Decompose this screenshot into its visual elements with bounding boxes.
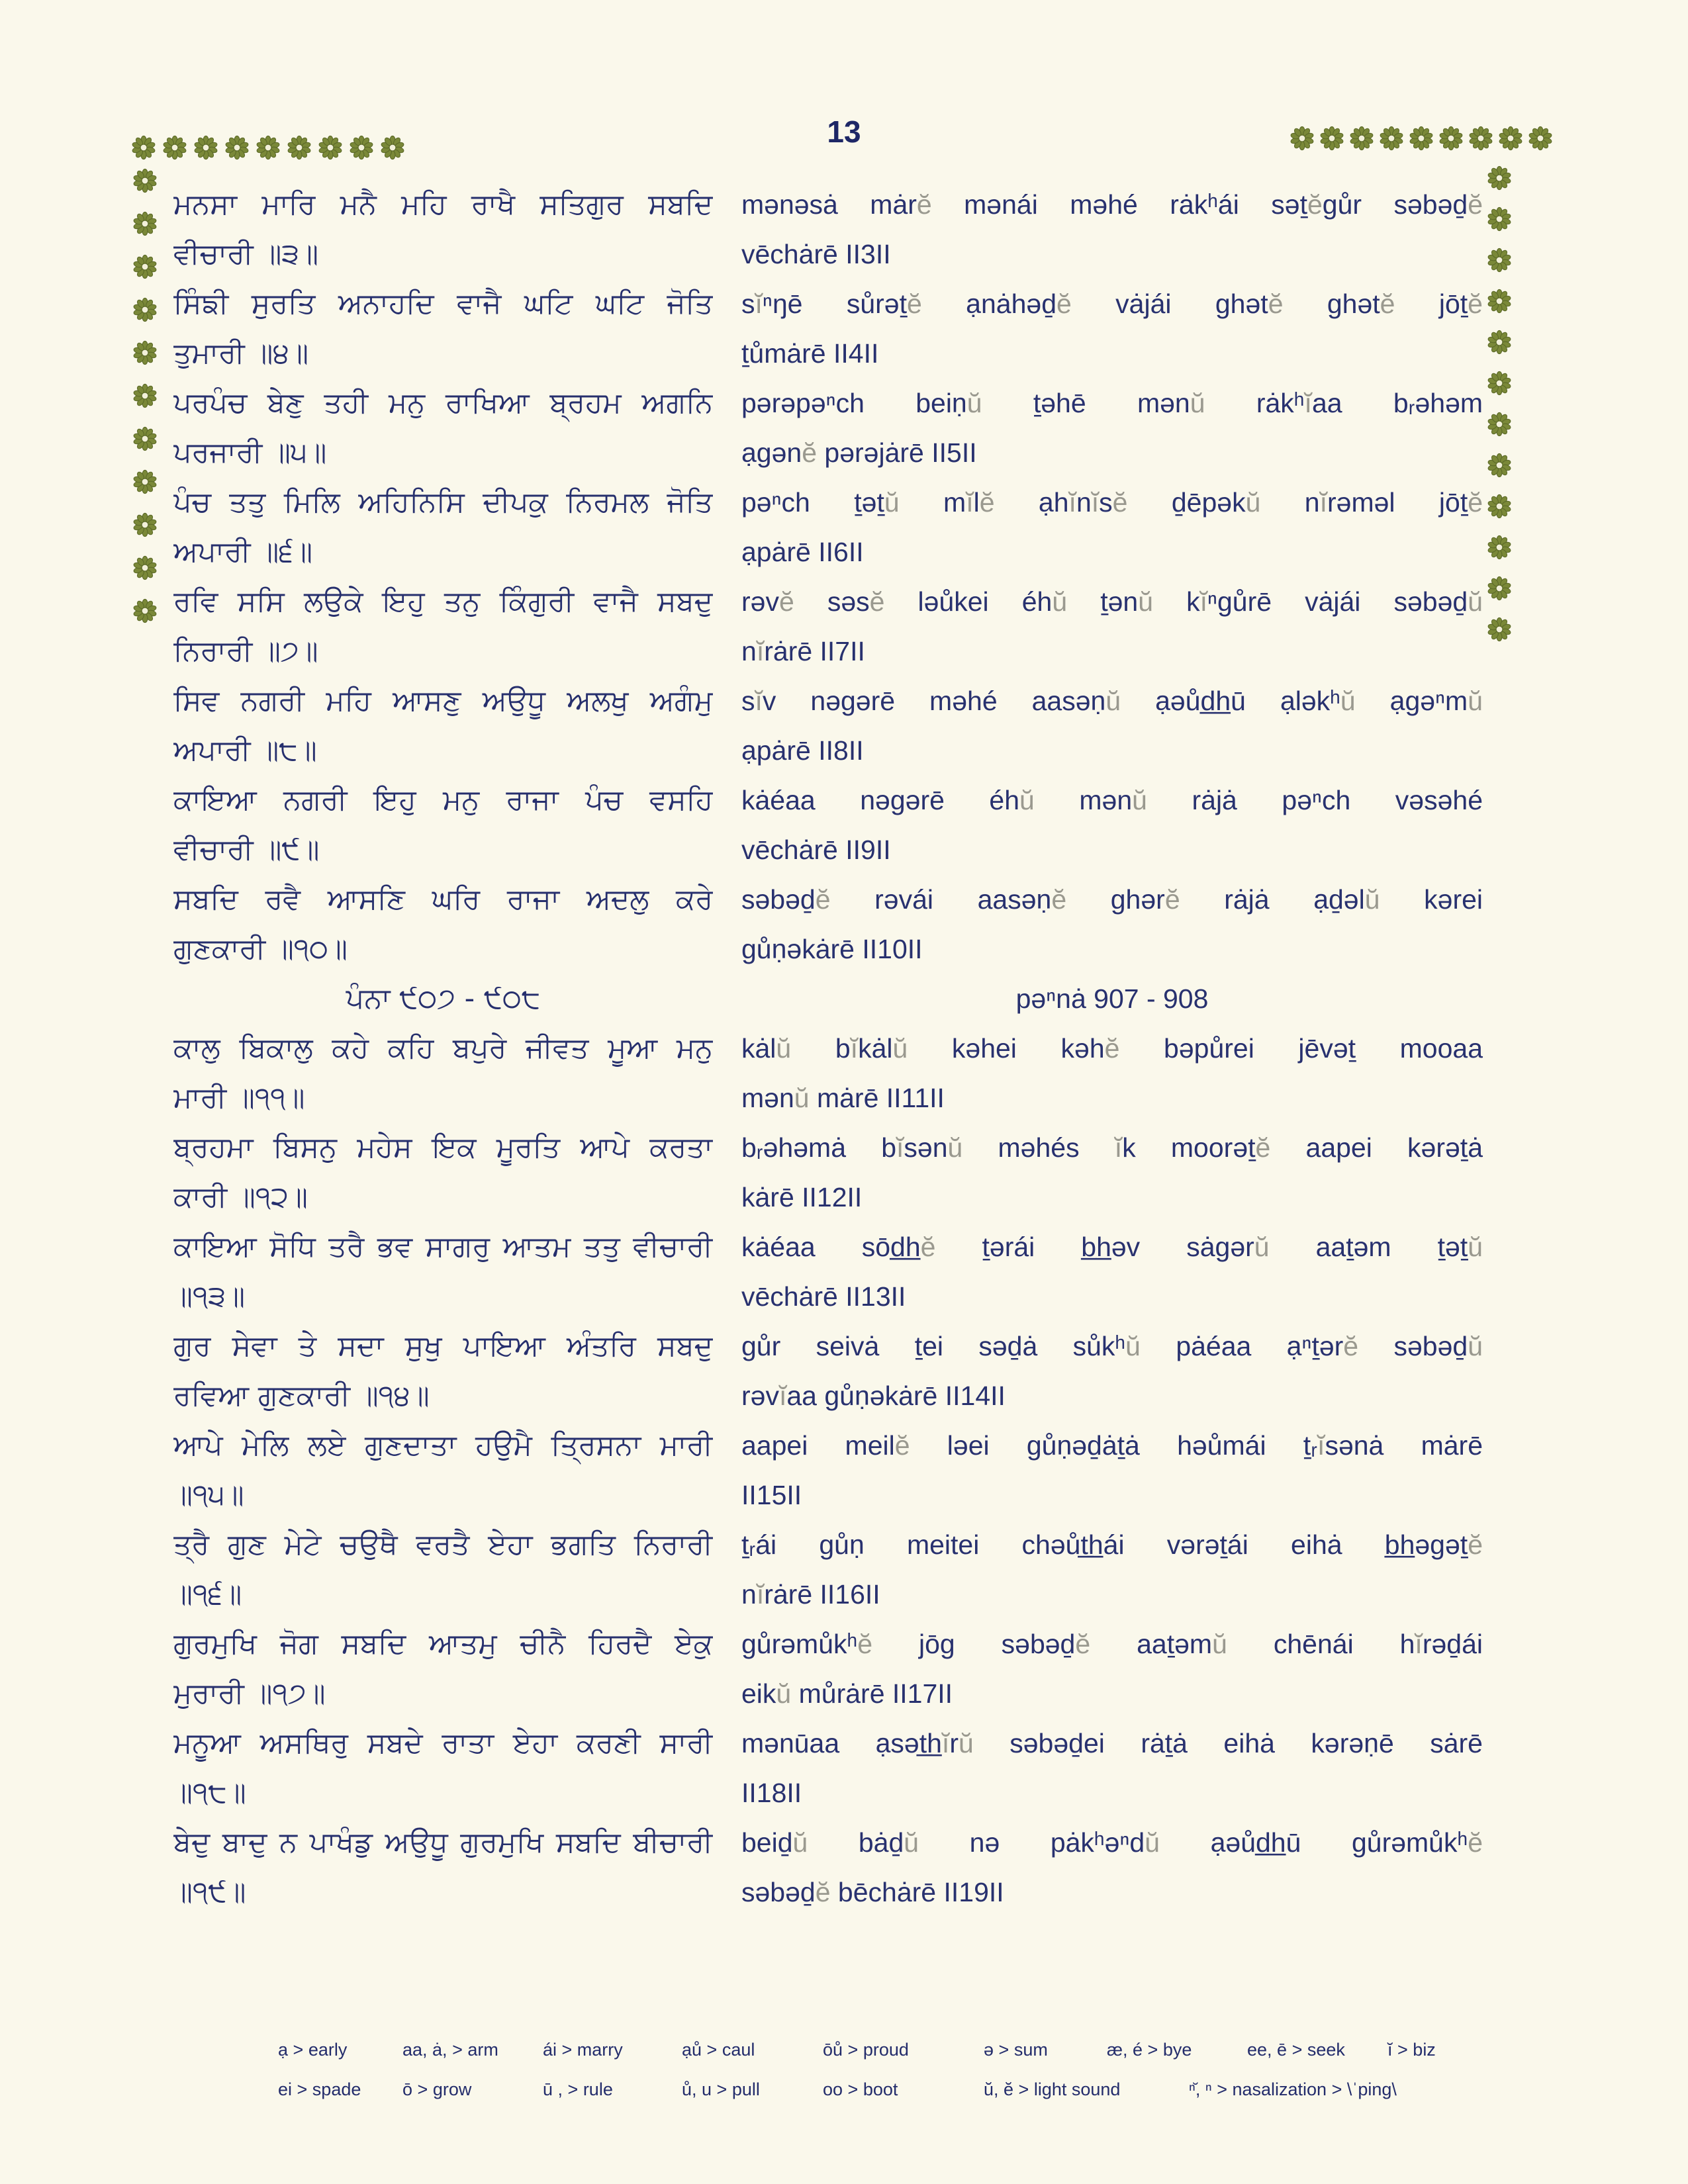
guide-symbol: ạ bbox=[278, 2040, 289, 2060]
guide-symbol: ⁿ̆, ⁿ bbox=[1189, 2079, 1212, 2099]
light-vowel: ĕ bbox=[1268, 289, 1284, 319]
verse-row bbox=[173, 627, 1483, 676]
flower-icon bbox=[132, 469, 158, 494]
light-vowel: ŭ bbox=[776, 1678, 792, 1709]
transliteration-line: mənəsȧ mȧrĕ mənái məhé rȧkʰái səṯĕgůr səbəḏĕ bbox=[741, 189, 1483, 220]
flower-icon bbox=[132, 512, 158, 537]
light-vowel: ĕ bbox=[1380, 289, 1395, 319]
transliteration-line: pərəpəⁿch beiṇŭ ṯəhē mənŭ rȧkʰĭaa bᵣəhəm bbox=[741, 388, 1483, 418]
gurmukhi-line: ਤ੍ਰੈ ਗੁਣ ਮੇਟੇ ਚਉਥੈ ਵਰਤੈ ਏਹਾ ਭਗਤਿ ਨਿਰਾਰੀ bbox=[173, 1528, 713, 1561]
light-vowel: ĭ bbox=[966, 487, 974, 518]
light-vowel: ŭ bbox=[794, 1083, 810, 1113]
flower-icon bbox=[1487, 453, 1512, 478]
light-vowel: ĕ bbox=[894, 1430, 910, 1461]
gurmukhi-line: ॥੧੩॥ bbox=[173, 1280, 246, 1313]
guide-word: marry bbox=[577, 2040, 623, 2060]
gurmukhi-line: ਸਿੰਙੀ ਸੁਰਤਿ ਅਨਾਹਦਿ ਵਾਜੈ ਘਟਿ ਘਟਿ ਜੋਤਿ bbox=[173, 287, 713, 320]
light-vowel: ŭ bbox=[1125, 1331, 1141, 1361]
flower-icon bbox=[132, 297, 158, 322]
ornament-top-right-row bbox=[1289, 126, 1553, 151]
flower-icon bbox=[132, 168, 158, 193]
gurmukhi-line: ਪੰਚ ਤਤੁ ਮਿਲਿ ਅਹਿਨਿਸਿ ਦੀਪਕੁ ਨਿਰਮਲ ਜੋਤਿ bbox=[173, 486, 713, 519]
light-vowel: ĭ bbox=[1319, 487, 1327, 518]
gurmukhi-line: ਆਪੇ ਮੇਲਿ ਲਏ ਗੁਣਦਾਤਾ ਹਉਮੈ ਤ੍ਰਿਸਨਾ ਮਾਰੀ bbox=[173, 1429, 713, 1462]
gurmukhi-line: ਕਾਰੀ ॥੧੨॥ bbox=[173, 1181, 308, 1214]
gurmukhi-line: ਪਰਜਾਰੀ ॥੫॥ bbox=[173, 436, 327, 469]
guide-item: ĭ > biz bbox=[1387, 2040, 1436, 2060]
light-vowel: ŭ bbox=[947, 1132, 963, 1163]
transliteration-line: səbəḏĕ rəvái aasəṇĕ ghərĕ rȧjȧ ạḏəlŭ kərei bbox=[741, 884, 1483, 915]
light-vowel: ĕ bbox=[1164, 884, 1180, 915]
guide-word: caul bbox=[722, 2040, 755, 2060]
flower-icon bbox=[193, 135, 218, 160]
gurmukhi-line: ਗੁਰਮੁਖਿ ਜੋਗ ਸਬਦਿ ਆਤਮੁ ਚੀਨੈ ਹਿਰਦੈ ਏਕੁ bbox=[173, 1627, 713, 1661]
guide-item: ái > marry bbox=[543, 2040, 623, 2060]
light-vowel: ĕ bbox=[857, 1629, 873, 1659]
flower-icon bbox=[1289, 126, 1315, 151]
guide-word: early bbox=[308, 2040, 348, 2060]
transliteration-line: kȧlŭ bĭkȧlŭ kəhei kəhĕ bəpůrei jēvəṯ mooaa bbox=[741, 1033, 1483, 1064]
gurmukhi-line: ਨਿਰਾਰੀ ॥੭॥ bbox=[173, 635, 318, 668]
light-vowel: ŭ bbox=[904, 1827, 919, 1858]
light-vowel: ĕ bbox=[815, 884, 831, 915]
light-vowel: ĭ bbox=[1304, 388, 1312, 418]
flower-icon bbox=[1487, 330, 1512, 355]
ornament-left-column bbox=[132, 168, 158, 623]
light-vowel: ŭ bbox=[884, 487, 900, 518]
guide-word: proud bbox=[863, 2040, 909, 2060]
light-vowel: ĕ bbox=[1112, 487, 1128, 518]
verse-row bbox=[173, 825, 1483, 875]
light-vowel: ĭ bbox=[778, 1381, 787, 1411]
guide-item: ei > spade bbox=[278, 2079, 361, 2099]
flower-icon bbox=[1498, 126, 1523, 151]
verse-row bbox=[173, 1173, 1483, 1222]
light-vowel: ĕ bbox=[1343, 1331, 1359, 1361]
light-vowel: ĕ bbox=[1051, 884, 1067, 915]
transliteration-line: mənŭ mȧrē II11II bbox=[741, 1083, 945, 1113]
flower-icon bbox=[131, 135, 156, 160]
transliteration-line: rəvĭaa gůṇəkȧrē II14II bbox=[741, 1381, 1006, 1411]
light-vowel: ĕ bbox=[907, 289, 922, 319]
transliteration-line: ạgənĕ pərəjȧrē II5II bbox=[741, 437, 977, 468]
gurmukhi-line: ਅਪਾਰੀ ॥੮॥ bbox=[173, 734, 317, 767]
guide-word: boot bbox=[863, 2079, 898, 2099]
flower-icon bbox=[287, 135, 312, 160]
verse-row bbox=[173, 1222, 1483, 1272]
verse-row bbox=[173, 577, 1483, 627]
transliteration-line: nĭrȧrē II16II bbox=[741, 1579, 880, 1610]
light-vowel: ĕ bbox=[1468, 487, 1483, 518]
light-vowel: ŭ bbox=[966, 388, 982, 418]
guide-item: ə > sum bbox=[984, 2040, 1048, 2060]
verse-row bbox=[173, 1719, 1483, 1768]
verse-row bbox=[173, 776, 1483, 825]
flower-icon bbox=[162, 135, 187, 160]
light-vowel: ŭ bbox=[1254, 1232, 1270, 1262]
verse-row bbox=[173, 180, 1483, 230]
light-vowel: ŭ bbox=[958, 1728, 974, 1758]
transliteration-line: ạpȧrē II6II bbox=[741, 537, 864, 567]
light-vowel: ĕ bbox=[1468, 189, 1483, 220]
verse-row bbox=[173, 379, 1483, 428]
guide-item: aa, ȧ, > arm bbox=[402, 2040, 498, 2060]
transliteration-line: vēchȧrē II3II bbox=[741, 239, 891, 269]
transliteration-line: bᵣəhəmȧ bĭsənŭ məhés ĭk moorəṯĕ aapei kərəṯȧ bbox=[741, 1132, 1483, 1163]
verse-rows bbox=[173, 180, 1483, 1917]
light-vowel: ŭ bbox=[1468, 686, 1483, 716]
gurmukhi-line: ਗੁਣਕਾਰੀ ॥੧੦॥ bbox=[173, 933, 348, 966]
guide-word: arm bbox=[467, 2040, 498, 2060]
flower-icon bbox=[1487, 206, 1512, 232]
gurmukhi-line: ਬ੍ਰਹਮਾ ਬਿਸਨੁ ਮਹੇਸ ਇਕ ਮੂਰਤਿ ਆਪੇ ਕਰਤਾ bbox=[173, 1131, 713, 1164]
verse-row bbox=[173, 230, 1483, 279]
guide-symbol: ái bbox=[543, 2040, 557, 2060]
guide-symbol: aa, ȧ, bbox=[402, 2040, 447, 2060]
flower-icon bbox=[132, 254, 158, 279]
light-vowel: ĭ bbox=[896, 1132, 904, 1163]
guide-symbol: ŭ, ĕ bbox=[984, 2079, 1014, 2099]
flower-icon bbox=[1487, 289, 1512, 314]
flower-icon bbox=[1487, 412, 1512, 437]
flower-icon bbox=[1487, 165, 1512, 191]
flower-icon bbox=[1487, 535, 1512, 560]
flower-icon bbox=[132, 555, 158, 580]
guide-item: ŭ, ĕ > light sound bbox=[984, 2079, 1121, 2099]
guide-word: pull bbox=[731, 2079, 760, 2099]
light-vowel: ŭ bbox=[1468, 586, 1483, 617]
verse-row bbox=[173, 676, 1483, 726]
gurmukhi-line: ਕਾਇਆ ਸੋਧਿ ਤਰੈ ਭਵ ਸਾਗਰੁ ਆਤਮ ਤਤੁ ਵੀਚਾਰੀ bbox=[173, 1230, 713, 1263]
gurmukhi-line: ਗੁਰ ਸੇਵਾ ਤੇ ਸਦਾ ਸੁਖੁ ਪਾਇਆ ਅੰਤਰਿ ਸਬਦੁ bbox=[173, 1330, 713, 1363]
light-vowel: ĭ bbox=[755, 289, 763, 319]
flower-icon bbox=[1409, 126, 1434, 151]
gurmukhi-line: ॥੧੫॥ bbox=[173, 1479, 244, 1512]
light-vowel: ĕ bbox=[1056, 289, 1072, 319]
light-vowel: ĕ bbox=[1104, 1033, 1120, 1064]
gurmukhi-line: ਤੁਮਾਰੀ ॥੪॥ bbox=[173, 337, 309, 370]
verse-row bbox=[173, 1570, 1483, 1619]
guide-item: ōů > proud bbox=[823, 2040, 909, 2060]
guide-item: ạů > caul bbox=[682, 2040, 755, 2060]
verse-row bbox=[173, 527, 1483, 577]
transliteration-line: gůrəmůkʰĕ jōg səbəḏĕ aaṯəmŭ chēnái hĭrəḏái bbox=[741, 1629, 1483, 1659]
light-vowel: ŭ bbox=[892, 1033, 908, 1064]
transliteration-line: sĭⁿŋē sůrəṯĕ ạnȧhəḏĕ vȧjái ghətĕ ghətĕ jōṯĕ bbox=[741, 289, 1483, 319]
gurmukhi-line: ਕਾਇਆ ਨਗਰੀ ਇਹੁ ਮਨੁ ਰਾਜਾ ਪੰਚ ਵਸਹਿ bbox=[173, 784, 713, 817]
verse-row bbox=[173, 925, 1483, 974]
light-vowel: ŭ bbox=[776, 1033, 792, 1064]
light-vowel: ĕ bbox=[916, 189, 932, 220]
verse-row bbox=[173, 1768, 1483, 1818]
guide-word: bye bbox=[1162, 2040, 1192, 2060]
light-vowel: ŭ bbox=[1212, 1629, 1227, 1659]
gurmukhi-line: ਮਨੂਆ ਅਸਥਿਰੁ ਸਬਦੇ ਰਾਤਾ ਏਹਾ ਕਰਣੀ ਸਾਰੀ bbox=[173, 1727, 713, 1760]
verse-row bbox=[173, 1669, 1483, 1719]
flower-icon bbox=[380, 135, 405, 160]
light-vowel: ĕ bbox=[979, 487, 995, 518]
light-vowel: ŭ bbox=[1364, 884, 1380, 915]
flower-icon bbox=[1349, 126, 1374, 151]
light-vowel: ŭ bbox=[1132, 785, 1147, 815]
gurmukhi-line: ॥੧੮॥ bbox=[173, 1776, 246, 1809]
guide-item: æ, é > bye bbox=[1107, 2040, 1192, 2060]
transliteration-line: pəⁿch ṯəṯŭ mĭlĕ ạhĭnĭsĕ ḏēpəkŭ nĭrəməl jōṯĕ bbox=[741, 487, 1483, 518]
ornament-right-column bbox=[1487, 165, 1512, 642]
verse-row bbox=[173, 428, 1483, 478]
transliteration-line: mənūaa ạsət̲h̲ĭrŭ səbəḏei rȧṯȧ eihȧ kərəṇē sȧrē bbox=[741, 1728, 1483, 1758]
light-vowel: ŭ bbox=[1468, 1232, 1483, 1262]
verse-row bbox=[173, 329, 1483, 379]
flower-icon bbox=[132, 426, 158, 451]
light-vowel: ĭ bbox=[1317, 1430, 1325, 1461]
transliteration-line: gůṇəkȧrē II10II bbox=[741, 934, 923, 964]
light-vowel: ĕ bbox=[778, 586, 794, 617]
guide-symbol: ĭ bbox=[1387, 2040, 1393, 2060]
light-vowel: ĕ bbox=[1255, 1132, 1271, 1163]
verse-row bbox=[173, 1868, 1483, 1917]
guide-symbol: ō bbox=[402, 2079, 413, 2099]
light-vowel: ĕ bbox=[815, 1877, 831, 1907]
transliteration-line: kȧrē II12II bbox=[741, 1182, 863, 1212]
light-vowel: ŭ bbox=[1138, 586, 1154, 617]
guide-word: rule bbox=[583, 2079, 613, 2099]
light-vowel: ĕ bbox=[1468, 289, 1483, 319]
gurmukhi-line: ਰਵਿਆ ਗੁਣਕਾਰੀ ॥੧੪॥ bbox=[173, 1379, 430, 1412]
guide-word: biz bbox=[1413, 2040, 1436, 2060]
light-vowel: ĕ bbox=[1468, 1827, 1483, 1858]
guide-item: ⁿ̆, ⁿ > nasalization > \ˈping\ bbox=[1189, 2079, 1397, 2099]
light-vowel: ĕ bbox=[1468, 1529, 1483, 1560]
gurmukhi-line: ਅਪਾਰੀ ॥੬॥ bbox=[173, 535, 313, 569]
light-vowel: ŭ bbox=[1190, 388, 1205, 418]
transliteration-line: II15II bbox=[741, 1480, 802, 1510]
flower-icon bbox=[224, 135, 250, 160]
flower-icon bbox=[318, 135, 343, 160]
verse-row bbox=[173, 726, 1483, 776]
guide-word: light sound bbox=[1033, 2079, 1121, 2099]
light-vowel: ŭ bbox=[1019, 785, 1035, 815]
transliteration-line: rəvĕ səsĕ ləůkei éhŭ ṯənŭ kĭⁿgůrē vȧjái səbəḏŭ bbox=[741, 586, 1483, 617]
guide-item: ů, u > pull bbox=[682, 2079, 760, 2099]
flower-icon bbox=[1468, 126, 1493, 151]
guide-symbol: ů, u bbox=[682, 2079, 712, 2099]
guide-item: ee, ē > seek bbox=[1247, 2040, 1345, 2060]
guide-word: seek bbox=[1307, 2040, 1345, 2060]
verse-row bbox=[173, 1123, 1483, 1173]
guide-symbol: ū , bbox=[543, 2079, 563, 2099]
verse-row bbox=[173, 1073, 1483, 1123]
verse-row bbox=[173, 1371, 1483, 1421]
guide-symbol: ee, ē bbox=[1247, 2040, 1288, 2060]
verse-row bbox=[173, 478, 1483, 527]
guide-symbol: ə bbox=[984, 2040, 994, 2060]
transliteration-line: II18II bbox=[741, 1778, 802, 1808]
flower-icon bbox=[1379, 126, 1404, 151]
light-vowel: ŭ bbox=[1340, 686, 1356, 716]
light-vowel: ĭ bbox=[1091, 487, 1100, 518]
guide-symbol: ei bbox=[278, 2079, 293, 2099]
light-vowel: ĕ bbox=[802, 437, 818, 468]
verse-row bbox=[173, 1421, 1483, 1471]
light-vowel: ĭ bbox=[1415, 1629, 1423, 1659]
flower-icon bbox=[132, 340, 158, 365]
flower-icon bbox=[132, 211, 158, 236]
guide-word: grow bbox=[432, 2079, 472, 2099]
transliteration-line: nĭrȧrē II7II bbox=[741, 636, 865, 666]
light-vowel: ĭ bbox=[1114, 1132, 1123, 1163]
transliteration-line: eikŭ můrȧrē II17II bbox=[741, 1678, 953, 1709]
transliteration-line: ṯᵣái gůṇ meitei chəůt̲h̲ái vərəṯái eihȧ b̲h̲əgəṯĕ bbox=[741, 1529, 1483, 1560]
flower-icon bbox=[1487, 371, 1512, 396]
gurmukhi-line: ਵੀਚਾਰੀ ॥੩॥ bbox=[173, 238, 319, 271]
light-vowel: ŭ bbox=[1105, 686, 1121, 716]
transliteration-line: səbəḏĕ bēchȧrē II19II bbox=[741, 1877, 1004, 1907]
transliteration-line: kȧéaa sōd̲h̲ĕ ṯərái b̲h̲əv sȧgərŭ aaṯəm ṯəṯŭ bbox=[741, 1232, 1483, 1262]
flower-icon bbox=[1528, 126, 1553, 151]
guide-item: oo > boot bbox=[823, 2079, 898, 2099]
flower-icon bbox=[256, 135, 281, 160]
gurmukhi-line: ਬੇਦੁ ਬਾਦੁ ਨ ਪਾਖੰਡੁ ਅਉਧੂ ਗੁਰਮੁਖਿ ਸਬਦਿ ਬੀਚਾਰੀ bbox=[173, 1826, 713, 1859]
flower-icon bbox=[132, 383, 158, 408]
guide-symbol: ạů bbox=[682, 2040, 702, 2060]
pronunciation-guide-row-1 bbox=[0, 2040, 1688, 2069]
guide-item: ạ > early bbox=[278, 2040, 348, 2060]
light-vowel: ĕ bbox=[1307, 189, 1323, 220]
verse-row bbox=[173, 1471, 1483, 1520]
flower-icon bbox=[1487, 617, 1512, 642]
guide-word: nasalization > \ˈping\ bbox=[1232, 2079, 1397, 2099]
flower-icon bbox=[349, 135, 374, 160]
light-vowel: ĕ bbox=[1075, 1629, 1091, 1659]
light-vowel: ĭ bbox=[755, 686, 763, 716]
gurmukhi-line: ਰਵਿ ਸਸਿ ਲਉਕੇ ਇਹੁ ਤਨੁ ਕਿੰਗੁਰੀ ਵਾਜੈ ਸਬਦੁ bbox=[173, 585, 713, 618]
gurmukhi-line: ਮਨਸਾ ਮਾਰਿ ਮਨੈ ਮਹਿ ਰਾਖੈ ਸਤਿਗੁਰ ਸਬਦਿ bbox=[173, 188, 713, 221]
guide-word: sum bbox=[1013, 2040, 1048, 2060]
light-vowel: ŭ bbox=[792, 1827, 808, 1858]
pronunciation-guide-row-2 bbox=[0, 2079, 1688, 2109]
flower-icon bbox=[1319, 126, 1344, 151]
flower-icon bbox=[1438, 126, 1464, 151]
gurmukhi-line: ॥੧੯॥ bbox=[173, 1876, 246, 1909]
guide-symbol: ōů bbox=[823, 2040, 843, 2060]
page-number: 13 bbox=[827, 114, 861, 149]
light-vowel: ĭ bbox=[756, 636, 765, 666]
light-vowel: ĭ bbox=[756, 1579, 765, 1610]
transliteration-line: ạpȧrē II8II bbox=[741, 735, 864, 766]
light-vowel: ĕ bbox=[869, 586, 885, 617]
transliteration-line: beiḏŭ bȧḏŭ nə pȧkʰəⁿdŭ ạəůd̲h̲ū gůrəmůkʰĕ bbox=[741, 1827, 1483, 1858]
verse-row bbox=[173, 1619, 1483, 1669]
gurmukhi-line: ਸਬਦਿ ਰਵੈ ਆਸਣਿ ਘਰਿ ਰਾਜਾ ਅਦਲੁ ਕਰੇ bbox=[173, 883, 713, 916]
light-vowel: ĭ bbox=[850, 1033, 859, 1064]
verse-row bbox=[173, 1272, 1483, 1322]
flower-icon bbox=[1487, 576, 1512, 601]
transliteration-line: kȧéaa nəgərē éhŭ mənŭ rȧjȧ pəⁿch vəsəhé bbox=[741, 785, 1483, 815]
gurmukhi-line: ਸਿਵ ਨਗਰੀ ਮਹਿ ਆਸਣੁ ਅਉਧੂ ਅਲਖੁ ਅਗੰਮੁ bbox=[173, 684, 713, 717]
flower-icon bbox=[1487, 494, 1512, 519]
verse-row bbox=[173, 1024, 1483, 1073]
light-vowel: ĭ bbox=[1068, 487, 1076, 518]
gurmukhi-line: ਮਾਰੀ ॥੧੧॥ bbox=[173, 1081, 305, 1115]
ornament-top-left-row bbox=[131, 135, 405, 160]
gurmukhi-line: ॥੧੬॥ bbox=[173, 1578, 242, 1611]
panna-line-gurmukhi: ਪੰਨਾ ੯੦੭ - ੯੦੮ bbox=[346, 982, 541, 1015]
gurmukhi-line: ਮੁਰਾਰੀ ॥੧੭॥ bbox=[173, 1677, 326, 1710]
transliteration-line: aapei meilĕ ləei gůṇəḏȧṯȧ həůmái ṯᵣĭsənȧ mȧrē bbox=[741, 1430, 1483, 1461]
gurmukhi-line: ਕਾਲੁ ਬਿਕਾਲੁ ਕਹੇ ਕਹਿ ਬਪੁਰੇ ਜੀਵਤ ਮੂਆ ਮਨੁ bbox=[173, 1032, 713, 1065]
light-vowel: ĭ bbox=[1199, 586, 1208, 617]
gurmukhi-line: ਪਰਪੰਚ ਬੇਣੁ ਤਹੀ ਮਨੁ ਰਾਖਿਆ ਬ੍ਰਹਮ ਅਗਨਿ bbox=[173, 387, 713, 420]
panna-row bbox=[173, 974, 1483, 1024]
verse-row bbox=[173, 875, 1483, 925]
guide-word: spade bbox=[312, 2079, 361, 2099]
flower-icon bbox=[132, 598, 158, 623]
verse-row bbox=[173, 279, 1483, 329]
light-vowel: ŭ bbox=[1468, 1331, 1483, 1361]
transliteration-line: vēchȧrē II9II bbox=[741, 835, 891, 865]
verse-row bbox=[173, 1322, 1483, 1371]
light-vowel: ŭ bbox=[1052, 586, 1068, 617]
transliteration-line: sĭv nəgərē məhé aasəṇŭ ạəůd̲h̲ū ạləkʰŭ ạgəⁿmŭ bbox=[741, 686, 1483, 716]
guide-item: ō > grow bbox=[402, 2079, 472, 2099]
transliteration-line: ṯůmȧrē II4II bbox=[741, 338, 879, 369]
gurmukhi-line: ਵੀਚਾਰੀ ॥੯॥ bbox=[173, 833, 320, 866]
transliteration-line: vēchȧrē II13II bbox=[741, 1281, 906, 1312]
panna-line-transliteration: pəⁿnȧ 907 - 908 bbox=[1015, 983, 1209, 1014]
transliteration-line: gůr seivȧ ṯei səḏȧ sůkʰŭ pȧéaa ạⁿṯərĕ səbəḏŭ bbox=[741, 1331, 1483, 1361]
light-vowel: ŭ bbox=[1145, 1827, 1160, 1858]
light-vowel: ĭ bbox=[941, 1728, 950, 1758]
guide-item: ū , > rule bbox=[543, 2079, 613, 2099]
light-vowel: ŭ bbox=[1245, 487, 1261, 518]
flower-icon bbox=[1487, 248, 1512, 273]
verse-row bbox=[173, 1818, 1483, 1868]
light-vowel: ĕ bbox=[920, 1232, 936, 1262]
verse-row bbox=[173, 1520, 1483, 1570]
guide-symbol: oo bbox=[823, 2079, 843, 2099]
guide-symbol: æ, é bbox=[1107, 2040, 1143, 2060]
